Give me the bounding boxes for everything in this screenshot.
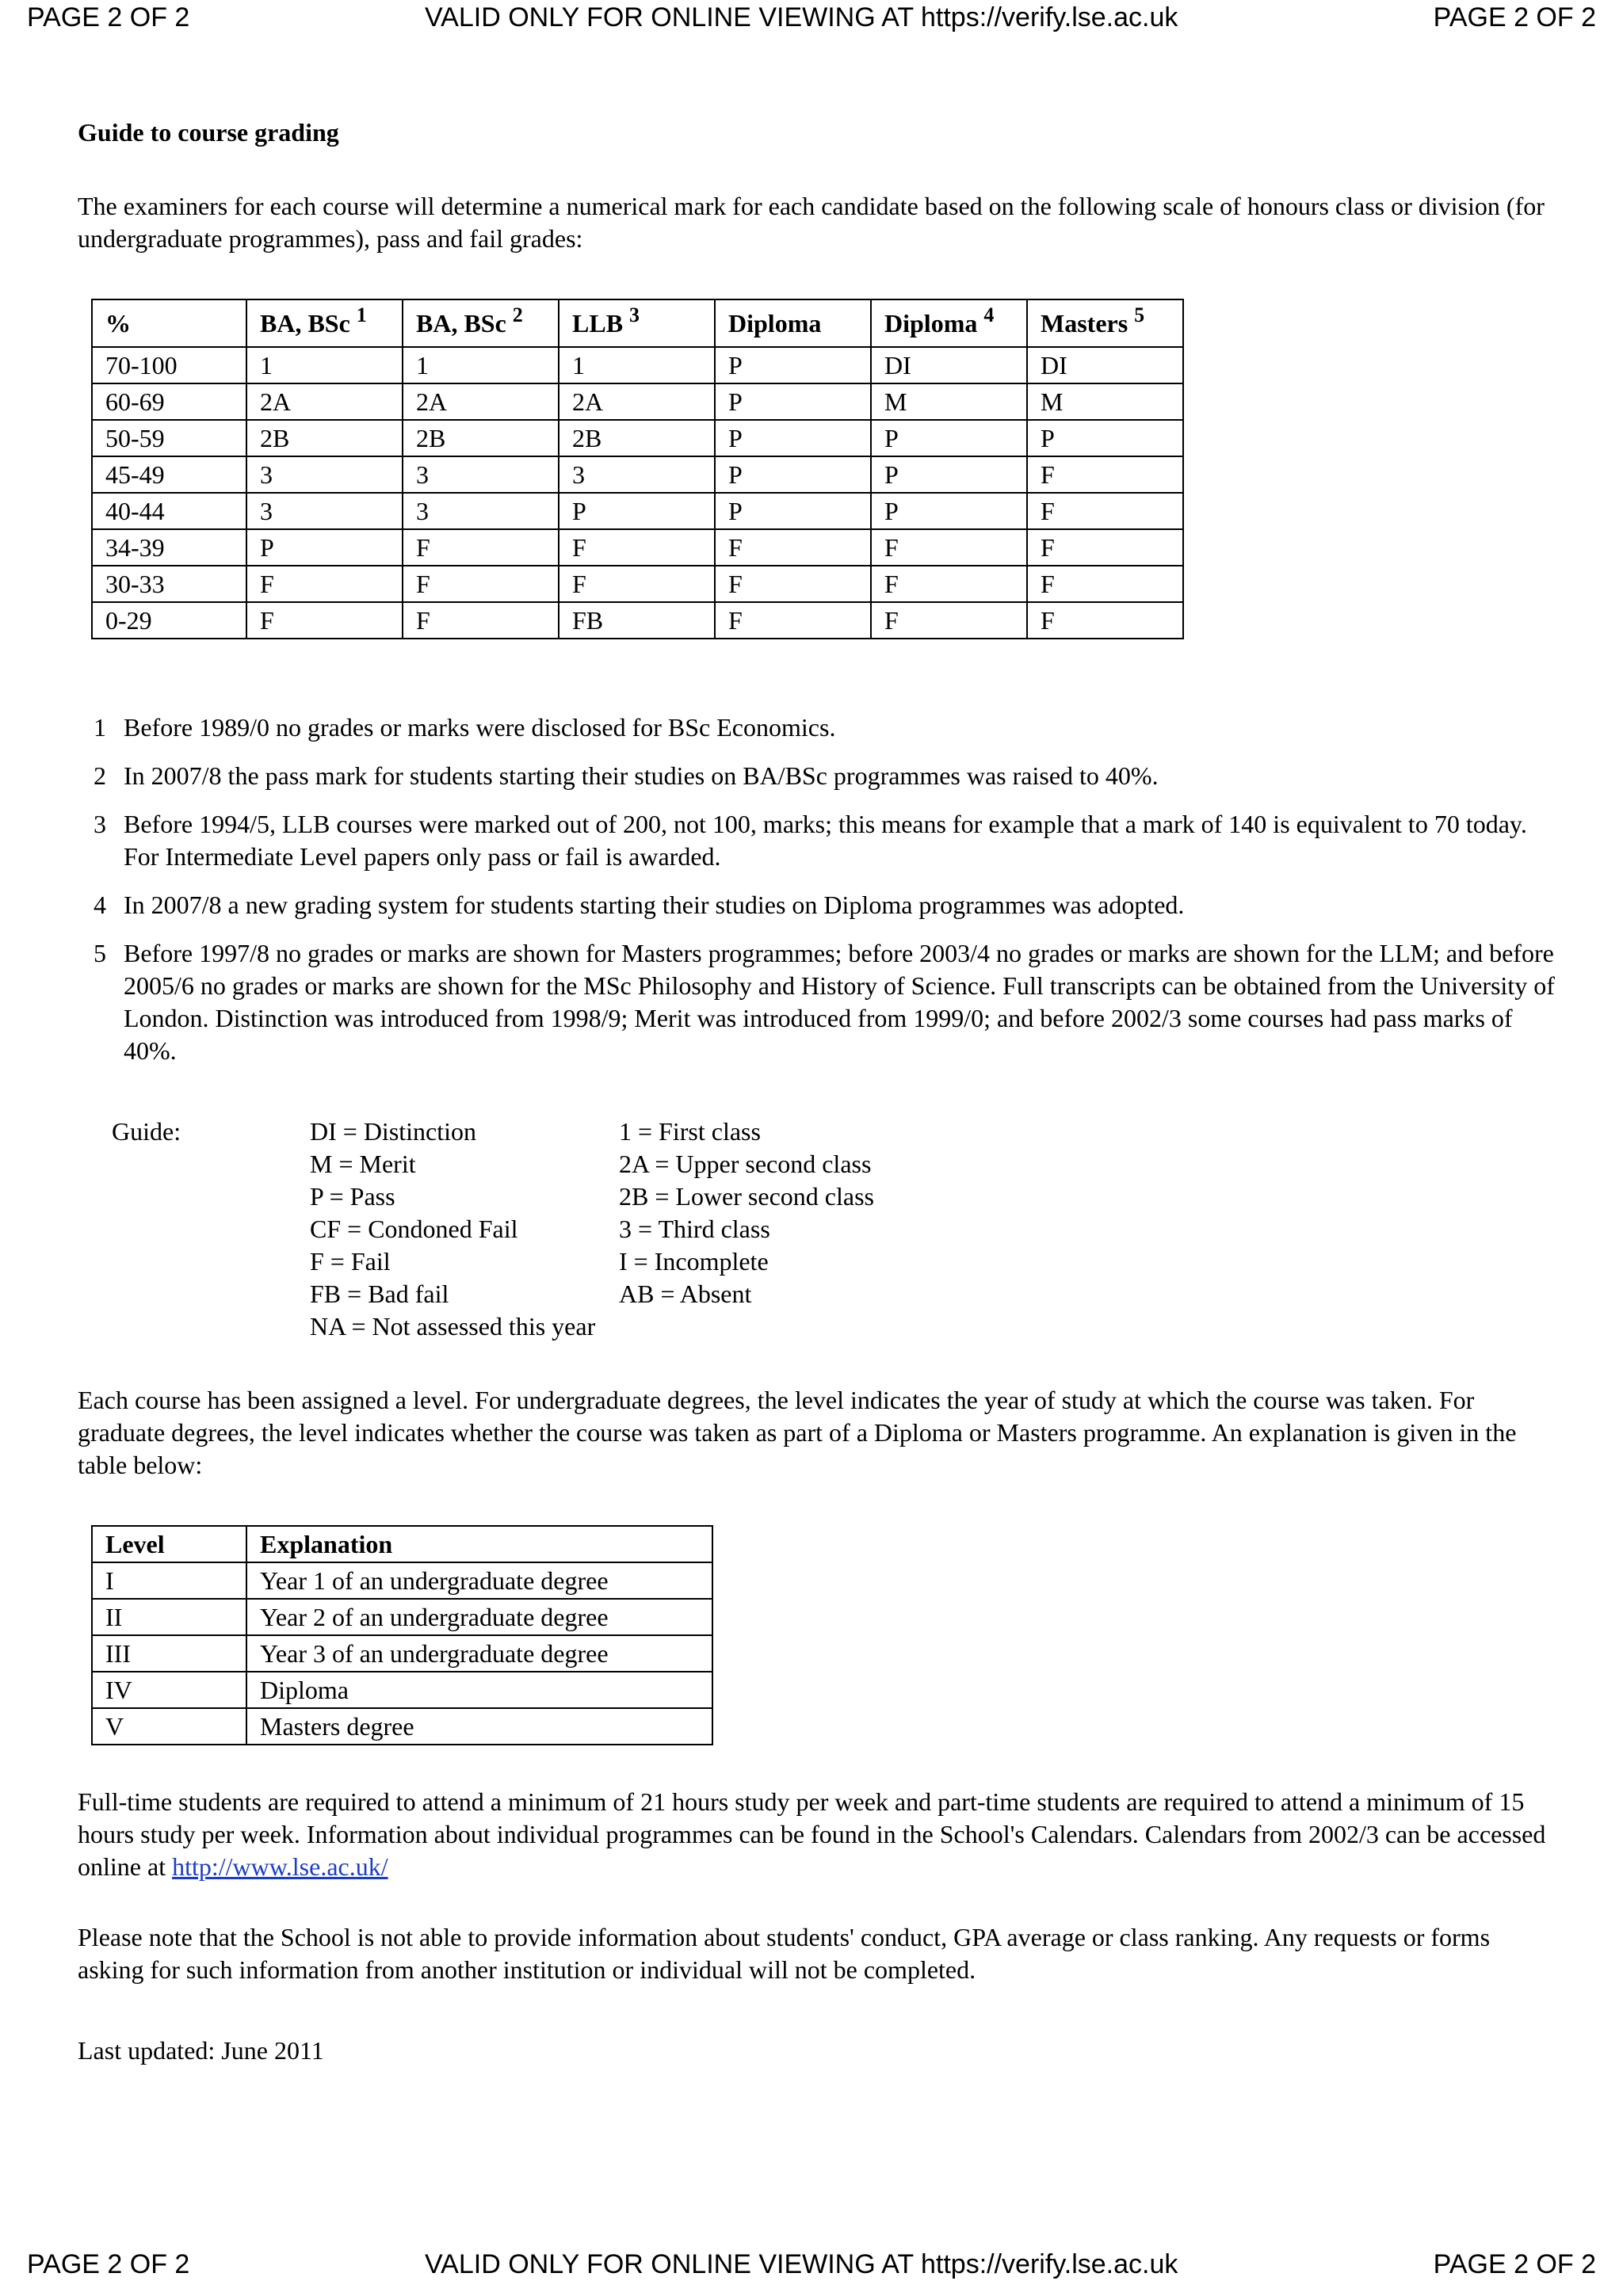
column-header-label: BA, BSc xyxy=(416,308,506,338)
footnote-item xyxy=(94,937,1560,1067)
grade-table-cell: 30-33 xyxy=(92,566,246,602)
guide-entry: P = Pass xyxy=(310,1182,395,1211)
grade-table-cell: 3 xyxy=(403,493,559,529)
column-header-label: LLB xyxy=(572,308,624,338)
column-header-label: BA, BSc xyxy=(260,308,350,338)
grade-table-column-header xyxy=(92,299,246,347)
grade-table-cell: F xyxy=(559,529,715,566)
grade-table-cell: 3 xyxy=(246,493,403,529)
column-header-label: Diploma xyxy=(884,308,978,338)
level-table-cell: II xyxy=(92,1599,246,1635)
level-table xyxy=(91,1525,713,1745)
grade-table-cell: F xyxy=(871,566,1027,602)
footnote-marker: 4 xyxy=(983,303,995,326)
grade-table-cell: M xyxy=(871,383,1027,420)
level-table-cell: V xyxy=(92,1708,246,1745)
grade-table-cell: F xyxy=(403,566,559,602)
grade-table-cell: 3 xyxy=(559,456,715,493)
grade-table-cell: P xyxy=(871,493,1027,529)
grade-table-cell: F xyxy=(715,529,871,566)
grade-table-cell: M xyxy=(1027,383,1183,420)
grade-table-cell: P xyxy=(871,456,1027,493)
grade-table-cell: P xyxy=(559,493,715,529)
grade-table-row xyxy=(92,347,1183,383)
footer-page-number: PAGE 2 OF 2 xyxy=(27,2249,190,2279)
grade-table-cell: 2A xyxy=(403,383,559,420)
grade-table-column-header xyxy=(559,299,715,347)
grade-table-cell: F xyxy=(1027,493,1183,529)
grade-table-cell: 1 xyxy=(403,347,559,383)
grade-table-cell: F xyxy=(1027,529,1183,566)
level-table-row xyxy=(92,1599,712,1635)
level-table-header xyxy=(92,1526,712,1562)
grade-table-cell: 50-59 xyxy=(92,420,246,456)
guide-entry: 3 = Third class xyxy=(619,1215,770,1243)
grade-table-body xyxy=(92,347,1183,639)
level-table-row xyxy=(92,1708,712,1745)
level-table-cell: III xyxy=(92,1635,246,1672)
conduct-note-paragraph: Please note that the School is not able to provide information about students' conduct, GPA average or class ranking. Any requests or forms asking for such information from another institution or individual will not be completed. xyxy=(78,1923,1491,1984)
grade-table-cell: 60-69 xyxy=(92,383,246,420)
grade-table-cell: 1 xyxy=(559,347,715,383)
grade-table-row xyxy=(92,566,1183,602)
footnote-number: 4 xyxy=(94,891,106,919)
grade-table-cell: P xyxy=(715,383,871,420)
footnote-text: In 2007/8 the pass mark for students starting their studies on BA/BSc programmes was raised to 40%. xyxy=(124,761,1159,790)
footnote-marker: 1 xyxy=(356,303,367,326)
grade-table-cell: 2B xyxy=(403,420,559,456)
footnote-item xyxy=(94,808,1560,873)
grade-table-cell: 0-29 xyxy=(92,602,246,639)
grade-table-cell: F xyxy=(1027,456,1183,493)
grade-table-cell: 40-44 xyxy=(92,493,246,529)
footnote-number: 5 xyxy=(94,939,106,967)
page-header xyxy=(0,0,1623,35)
footnote-number: 1 xyxy=(94,713,106,742)
grade-table-cell: 2A xyxy=(559,383,715,420)
grade-table-cell: P xyxy=(246,529,403,566)
grade-table-cell: F xyxy=(403,529,559,566)
grade-table-row xyxy=(92,493,1183,529)
lse-website-link[interactable]: http://www.lse.ac.uk/ xyxy=(172,1852,388,1881)
guide-grade-codes xyxy=(310,1116,595,1343)
level-table-column-header: Explanation xyxy=(246,1526,712,1562)
grade-table-row xyxy=(92,602,1183,639)
guide-entry: DI = Distinction xyxy=(310,1117,477,1146)
grade-table-column-header xyxy=(246,299,403,347)
intro-paragraph: The examiners for each course will determine a numerical mark for each candidate based on the following scale of honours class or division (for undergraduate programmes), pass and fail grades: xyxy=(78,192,1545,253)
grade-table-cell: P xyxy=(871,420,1027,456)
grade-table-cell: FB xyxy=(559,602,715,639)
footnote-marker: 3 xyxy=(629,303,640,326)
page-footer xyxy=(0,2247,1623,2282)
footer-verify-notice: VALID ONLY FOR ONLINE VIEWING AT https://verify.lse.ac.uk xyxy=(425,2249,1178,2279)
guide-entry: FB = Bad fail xyxy=(310,1280,449,1308)
level-table-column-header: Level xyxy=(92,1526,246,1562)
footnote-marker: 2 xyxy=(512,303,523,326)
guide-entry: F = Fail xyxy=(310,1247,391,1276)
grade-table-cell: 2B xyxy=(246,420,403,456)
column-header-label: % xyxy=(105,308,131,338)
footnote-number: 3 xyxy=(94,810,106,838)
grade-table-cell: P xyxy=(715,420,871,456)
grade-table-cell: 3 xyxy=(246,456,403,493)
guide-entry: CF = Condoned Fail xyxy=(310,1215,518,1243)
header-page-number: PAGE 2 OF 2 xyxy=(27,2,190,32)
header-verify-notice: VALID ONLY FOR ONLINE VIEWING AT https://verify.lse.ac.uk xyxy=(425,2,1178,32)
page-title: Guide to course grading xyxy=(78,118,339,147)
level-table-cell: I xyxy=(92,1562,246,1599)
level-table-cell: Year 1 of an undergraduate degree xyxy=(246,1562,712,1599)
footnote-number: 2 xyxy=(94,761,106,790)
footnote-text: Before 1994/5, LLB courses were marked out of 200, not 100, marks; this means for example that a mark of 140 is equivalent to 70 today. For Intermediate Level papers only pass or fail is awarded. xyxy=(124,810,1527,871)
grade-table-cell: F xyxy=(715,602,871,639)
grade-table-column-header xyxy=(715,299,871,347)
grade-table-cell: F xyxy=(403,602,559,639)
guide-entry: AB = Absent xyxy=(619,1280,752,1308)
grade-table-cell: F xyxy=(1027,602,1183,639)
grade-table-cell: 70-100 xyxy=(92,347,246,383)
grade-table-cell: P xyxy=(715,347,871,383)
guide-entry: NA = Not assessed this year xyxy=(310,1312,596,1341)
grade-table-cell: P xyxy=(715,456,871,493)
grade-table-column-header xyxy=(871,299,1027,347)
footnote-marker: 5 xyxy=(1134,303,1145,326)
guide-label: Guide: xyxy=(112,1117,181,1146)
guide-entry: M = Merit xyxy=(310,1150,416,1178)
grade-table-cell: F xyxy=(871,529,1027,566)
footnote-item xyxy=(94,711,1560,744)
column-header-label: Masters xyxy=(1041,308,1128,338)
grade-table-cell: 2B xyxy=(559,420,715,456)
footnote-item xyxy=(94,889,1560,921)
grade-table-row xyxy=(92,420,1183,456)
level-table-cell: Year 2 of an undergraduate degree xyxy=(246,1599,712,1635)
level-table-cell: IV xyxy=(92,1672,246,1708)
level-table-row xyxy=(92,1672,712,1708)
column-header-label: Diploma xyxy=(728,308,822,338)
grade-table-cell: DI xyxy=(871,347,1027,383)
grade-table-cell: F xyxy=(715,566,871,602)
grade-table-cell: F xyxy=(1027,566,1183,602)
grade-table-row xyxy=(92,529,1183,566)
attendance-paragraph xyxy=(78,1786,1552,1883)
grade-table-cell: 1 xyxy=(246,347,403,383)
attendance-text: Full-time students are required to attend a minimum of 21 hours study per week and part-time students are required to attend a minimum of 15 hours study per week. Information about individual programmes can be found in the School's Calendars. Calendars from 2002/3 can be accessed online at xyxy=(78,1787,1546,1881)
grade-table-cell: DI xyxy=(1027,347,1183,383)
header-page-number-right: PAGE 2 OF 2 xyxy=(1433,2,1596,32)
grade-table-cell: F xyxy=(559,566,715,602)
guide-entry: 1 = First class xyxy=(619,1117,761,1146)
footnote-text: In 2007/8 a new grading system for students starting their studies on Diploma programmes was adopted. xyxy=(124,891,1185,919)
guide-class-codes xyxy=(619,1116,874,1310)
footer-page-number-right: PAGE 2 OF 2 xyxy=(1433,2249,1596,2279)
level-table-cell: Masters degree xyxy=(246,1708,712,1745)
grade-table-column-header xyxy=(1027,299,1183,347)
guide-entry: I = Incomplete xyxy=(619,1247,769,1276)
grade-table-cell: P xyxy=(1027,420,1183,456)
level-table-row xyxy=(92,1635,712,1672)
footnotes xyxy=(94,711,1560,1083)
grade-table-cell: 45-49 xyxy=(92,456,246,493)
grade-table-cell: P xyxy=(715,493,871,529)
grade-table-row xyxy=(92,456,1183,493)
last-updated: Last updated: June 2011 xyxy=(78,2036,324,2065)
level-table-row xyxy=(92,1562,712,1599)
grade-table-cell: 2A xyxy=(246,383,403,420)
grade-table-cell: F xyxy=(246,602,403,639)
footnote-text: Before 1989/0 no grades or marks were disclosed for BSc Economics. xyxy=(124,713,836,742)
footnote-item xyxy=(94,760,1560,792)
guide-entry: 2B = Lower second class xyxy=(619,1182,874,1211)
level-table-cell: Year 3 of an undergraduate degree xyxy=(246,1635,712,1672)
footnote-text: Before 1997/8 no grades or marks are shown for Masters programmes; before 2003/4 no grades or marks are shown for the LLM; and before 2005/6 no grades or marks are shown for the MSc Philosophy and History of Science. Full transcripts can be obtained from the University of London. Distinction was introduced from 1998/9; Merit was introduced from 1999/0; and before 2002/3 some courses had pass marks of 40%. xyxy=(124,939,1555,1065)
grade-table-cell: 34-39 xyxy=(92,529,246,566)
grade-table-header xyxy=(92,299,1183,347)
level-intro-paragraph: Each course has been assigned a level. For undergraduate degrees, the level indicates the year of study at which the course was taken. For graduate degrees, the level indicates whether the course was taken as part of a Diploma or Masters programme. An explanation is given in the table below: xyxy=(78,1386,1517,1479)
grade-table xyxy=(91,299,1184,639)
grade-table-row xyxy=(92,383,1183,420)
grade-table-cell: F xyxy=(246,566,403,602)
grade-table-cell: 3 xyxy=(403,456,559,493)
level-table-cell: Diploma xyxy=(246,1672,712,1708)
grade-table-column-header xyxy=(403,299,559,347)
guide-entry: 2A = Upper second class xyxy=(619,1150,872,1178)
grade-table-cell: F xyxy=(871,602,1027,639)
level-table-body xyxy=(92,1562,712,1745)
